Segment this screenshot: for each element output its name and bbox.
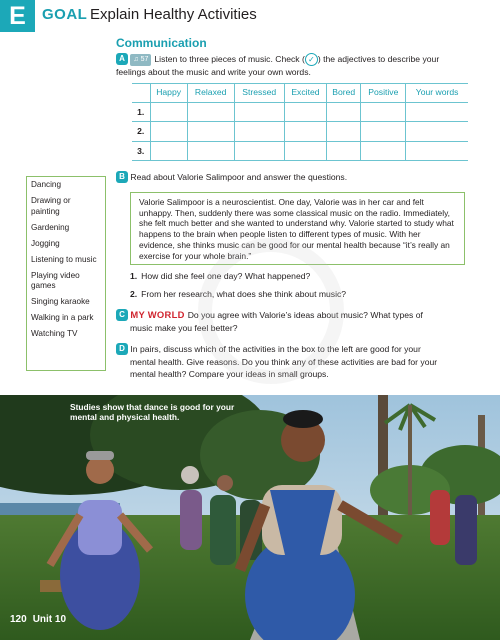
col-positive: Positive: [361, 83, 406, 102]
page-number: 120: [10, 614, 27, 625]
communication-heading: Communication: [116, 36, 207, 50]
task-c-line2: music make you feel better?: [130, 322, 238, 333]
page-header: [0, 0, 500, 32]
check-cell[interactable]: [326, 102, 360, 122]
check-cell[interactable]: [361, 122, 406, 142]
check-cell[interactable]: [187, 141, 234, 161]
task-b-instruction-text: Read about Valorie Salimpoor and answer the questions.: [130, 172, 348, 182]
check-cell[interactable]: [150, 141, 187, 161]
your-words-cell[interactable]: [406, 122, 468, 142]
question-text: From her research, what does she think about music?: [141, 289, 347, 299]
section-letter-tab: E: [0, 0, 35, 32]
row-number: 2.: [132, 122, 150, 142]
music-adjectives-table: [132, 83, 468, 161]
task-c-badge: C: [116, 309, 128, 321]
row-number: 1.: [132, 102, 150, 122]
task-a-line1-before: Listen to three pieces of music. Check (: [154, 54, 305, 64]
col-your-words: Your words: [406, 83, 468, 102]
table-row: [132, 122, 468, 142]
check-cell[interactable]: [187, 122, 234, 142]
check-cell[interactable]: [234, 141, 284, 161]
task-c-line1: Do you agree with Valorie’s ideas about music? What types of: [187, 310, 423, 320]
list-item: Playing video games: [31, 270, 80, 291]
task-b-badge: B: [116, 171, 128, 183]
checkmark-icon: ✓: [305, 53, 318, 66]
my-world-label: MY WORLD: [130, 309, 185, 320]
task-d-line3: mental health? Compare your ideas in small groups.: [130, 369, 329, 380]
table-header-corner: [132, 83, 150, 102]
page-footer: [10, 614, 72, 625]
question-number: 1.: [130, 271, 138, 281]
col-stressed: Stressed: [234, 83, 284, 102]
check-cell[interactable]: [234, 102, 284, 122]
list-item: Drawing or painting: [31, 195, 71, 216]
list-item: Watching TV: [31, 329, 78, 339]
check-cell[interactable]: [361, 102, 406, 122]
table-row: [132, 102, 468, 122]
col-excited: Excited: [284, 83, 326, 102]
check-cell[interactable]: [361, 141, 406, 161]
list-item: Walking in a park: [31, 313, 94, 323]
check-cell[interactable]: [284, 122, 326, 142]
audio-track-number: 57: [140, 56, 149, 63]
check-cell[interactable]: [326, 122, 360, 142]
list-item: Gardening: [31, 222, 70, 232]
task-a-line2: feelings about the music and write your own words.: [116, 67, 311, 77]
task-d-line2: mental health. Give reasons. Do you think any of these activities are bad for your: [130, 356, 438, 367]
check-cell[interactable]: [150, 122, 187, 142]
unit-label: Unit 10: [32, 614, 67, 625]
check-cell[interactable]: [234, 122, 284, 142]
your-words-cell[interactable]: [406, 141, 468, 161]
list-item: Jogging: [31, 238, 60, 248]
table-header-row: [132, 83, 468, 102]
col-relaxed: Relaxed: [187, 83, 234, 102]
task-d-badge: D: [116, 343, 128, 355]
table-row: [132, 141, 468, 161]
task-a-badge: A: [116, 53, 128, 65]
audio-track-badge[interactable]: [130, 54, 151, 66]
task-d-line1: In pairs, discuss which of the activities in the box to the left are good for your: [130, 344, 421, 354]
question-text: How did she feel one day? What happened?: [141, 271, 311, 281]
dance-photo-illustration: [0, 395, 500, 640]
photo-caption: Studies show that dance is good for your mental and physical health.: [70, 402, 235, 423]
row-number: 3.: [132, 141, 150, 161]
question-number: 2.: [130, 289, 138, 299]
dance-photo: [0, 395, 500, 640]
col-bored: Bored: [326, 83, 360, 102]
check-cell[interactable]: [150, 102, 187, 122]
task-a-line1-after: ) the adjectives to describe your: [317, 54, 440, 64]
check-cell[interactable]: [284, 102, 326, 122]
your-words-cell[interactable]: [406, 102, 468, 122]
check-cell[interactable]: [326, 141, 360, 161]
list-item: Listening to music: [31, 254, 97, 264]
goal-label: GOAL: [42, 6, 88, 23]
task-a-instructions: [116, 53, 486, 79]
activities-box: [26, 176, 106, 371]
list-item: Dancing: [31, 180, 62, 189]
list-item: Singing karaoke: [31, 297, 90, 307]
col-happy: Happy: [150, 83, 187, 102]
task-b-instruction: [116, 171, 486, 184]
check-cell[interactable]: [284, 141, 326, 161]
check-cell[interactable]: [187, 102, 234, 122]
reading-passage: Valorie Salimpoor is a neuroscientist. One day, Valorie was in her car and felt unhappy. Then, suddenly there was some classical music on the radio. Immediately, she felt much better and she wanted to understand why. Valorie started to study what happens to the brain when people listen to different types of music. With her evidence, she thinks music can be good for our mental health because “it’s really an exercise for your whole brain.”: [130, 192, 465, 265]
watermark-circle: [198, 238, 344, 384]
headphones-icon: ♫: [133, 56, 139, 63]
goal-title: Explain Healthy Activities: [90, 6, 257, 23]
